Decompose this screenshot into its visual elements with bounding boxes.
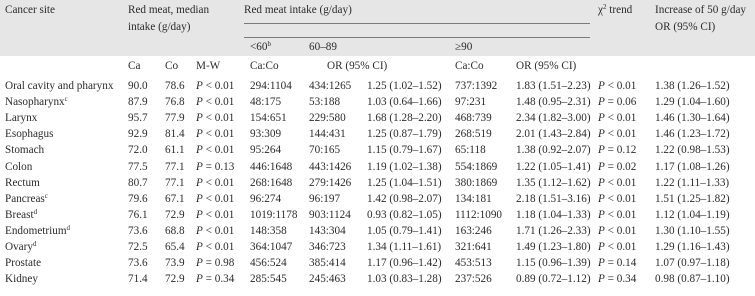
cell-caco-ge90: 134:181: [455, 192, 492, 205]
cell-or-60-89: 1.25 (1.04–1.51): [367, 176, 442, 189]
cell-lt60: 294:1104: [250, 80, 292, 92]
cell-trend: P = 0.14: [598, 257, 637, 270]
header-or-2: OR (95% CI): [516, 60, 577, 72]
cell-trend: P = 0.12: [598, 144, 637, 157]
cell-or-ge90: 1.38 (0.92–2.07): [516, 144, 591, 157]
cell-or-ge90: 0.89 (0.72–1.12): [516, 273, 591, 286]
cell-caco-60-89: 279:1426: [309, 176, 352, 189]
cell-site: Esophagus: [5, 128, 54, 141]
cell-site: Oral cavity and pharynx: [5, 80, 114, 92]
cell-caco-ge90: 468:739: [455, 112, 492, 125]
cell-trend: P < 0.01: [598, 80, 637, 92]
cell-increase: 1.12 (1.04–1.19): [655, 208, 730, 221]
cell-caco-ge90: 237:526: [455, 273, 492, 286]
cell-lt60: 154:651: [250, 112, 287, 125]
cell-or-60-89: 1.05 (0.79–1.41): [367, 224, 442, 237]
cell-trend: P = 0.02: [598, 160, 637, 173]
cell-site: Pancreas$^c$: [5, 191, 48, 205]
cell-caco-ge90: 554:1869: [455, 160, 498, 173]
cell-co: 61.1: [165, 144, 185, 157]
table-row: [0, 224, 755, 239]
cell-lt60: 48:175: [250, 96, 282, 109]
cell-or-ge90: 1.22 (1.05–1.41): [516, 160, 591, 173]
cell-ca: 79.6: [128, 192, 148, 205]
cell-or-ge90: 1.71 (1.26–2.33): [516, 224, 591, 237]
cell-ca: 76.1: [128, 208, 148, 221]
cell-trend: P < 0.01: [598, 176, 637, 189]
cell-ca: 80.7: [128, 176, 148, 189]
cell-trend: P < 0.01: [598, 208, 637, 221]
header-ca: Ca: [128, 60, 141, 72]
cell-site: Nasopharynx$^c$: [5, 95, 68, 109]
cell-or-60-89: 1.15 (0.79–1.67): [367, 144, 442, 157]
cell-caco-60-89: 143:304: [309, 224, 346, 237]
cell-caco-60-89: 70:165: [309, 144, 341, 157]
cell-co: 77.9: [165, 112, 185, 125]
cell-caco-ge90: 65:118: [455, 144, 486, 157]
cell-ca: 87.9: [128, 96, 148, 109]
cell-mw: P < 0.01: [196, 144, 235, 157]
cell-mw: P < 0.01: [196, 192, 235, 205]
cell-mw: P = 0.98: [196, 257, 235, 270]
cell-or-ge90: 1.48 (0.95–2.31): [516, 96, 591, 109]
table-row: [0, 272, 755, 287]
header-caco-2: Ca:Co: [455, 60, 484, 72]
cell-trend: P < 0.01: [598, 224, 637, 237]
cell-caco-60-89: 434:1265: [309, 80, 352, 92]
cell-or-ge90: 1.83 (1.51–2.23): [516, 80, 591, 92]
cell-or-ge90: 2.01 (1.43–2.84): [516, 128, 591, 141]
cell-caco-ge90: 97:231: [455, 96, 487, 109]
cell-increase: 1.17 (1.08–1.26): [655, 160, 730, 173]
cell-ca: 72.5: [128, 241, 148, 253]
table-row: [0, 256, 755, 271]
cell-increase: 1.38 (1.26–1.52): [655, 80, 730, 92]
cell-ca: 95.7: [128, 112, 148, 125]
cell-caco-ge90: 453:513: [455, 257, 492, 270]
cell-mw: P < 0.01: [196, 96, 235, 109]
cell-or-60-89: 1.03 (0.83–1.28): [367, 273, 442, 286]
cell-lt60: 446:1648: [250, 160, 293, 173]
table-row: [0, 143, 755, 158]
cell-ca: 77.5: [128, 160, 148, 173]
cell-site: Rectum: [5, 176, 40, 189]
cell-mw: P = 0.13: [196, 160, 235, 173]
cell-lt60: 268:1648: [250, 176, 293, 189]
header-cancer-site: Cancer site: [5, 4, 56, 16]
cell-mw: P = 0.34: [196, 273, 235, 286]
cell-increase: 1.29 (1.16–1.43): [655, 241, 730, 253]
table-row: [0, 176, 755, 191]
cell-co: 67.1: [165, 192, 185, 205]
cell-lt60: 364:1047: [250, 241, 293, 253]
header-caco-1: Ca:Co: [250, 60, 279, 72]
cell-co: 76.8: [165, 96, 185, 109]
cell-increase: 1.46 (1.30–1.64): [655, 112, 730, 125]
header-mw: M-W: [196, 60, 221, 72]
table-row: [0, 192, 755, 207]
cell-lt60: 456:524: [250, 257, 287, 270]
header-or-1: OR (95% CI): [327, 60, 388, 72]
cell-co: 73.9: [165, 257, 185, 270]
cell-co: 72.9: [165, 208, 185, 221]
cell-lt60: 285:545: [250, 273, 287, 286]
cell-or-60-89: 1.42 (0.98–2.07): [367, 192, 442, 205]
cell-increase: 0.98 (0.87–1.10): [655, 273, 730, 286]
cell-co: 72.9: [165, 273, 185, 286]
cell-co: 68.8: [165, 224, 185, 237]
header-increase-line2: OR (95% CI): [655, 21, 716, 33]
table-row: [0, 208, 755, 223]
cell-ca: 73.6: [128, 224, 148, 237]
table-row: [0, 79, 755, 94]
cell-increase: 1.30 (1.10–1.55): [655, 224, 730, 237]
cell-lt60: 148:358: [250, 224, 287, 237]
cell-site: Larynx: [5, 112, 38, 125]
cell-caco-60-89: 903:1124: [309, 208, 351, 221]
cell-mw: P < 0.01: [196, 176, 235, 189]
header-median-intake-line2: intake (g/day): [128, 21, 191, 33]
cell-trend: P < 0.01: [598, 241, 637, 253]
cell-mw: P < 0.01: [196, 208, 235, 221]
cell-trend: P = 0.34: [598, 273, 637, 286]
cell-or-60-89: 1.68 (1.28–2.20): [367, 112, 442, 125]
cell-lt60: 96:274: [250, 192, 282, 205]
table-row: [0, 111, 755, 126]
cell-increase: 1.46 (1.23–1.72): [655, 128, 730, 141]
cell-or-60-89: 0.93 (0.82–1.05): [367, 208, 442, 221]
header-co: Co: [165, 60, 179, 72]
header-lt60: $<60^b$: [250, 40, 271, 53]
cell-mw: P < 0.01: [196, 80, 235, 92]
cell-site: Prostate: [5, 257, 42, 270]
cell-co: 78.6: [165, 80, 185, 92]
cell-increase: 1.07 (0.97–1.18): [655, 257, 730, 270]
cell-increase: 1.22 (0.98–1.53): [655, 144, 730, 157]
cell-co: 77.1: [165, 160, 185, 173]
cell-lt60: 95:264: [250, 144, 282, 157]
cell-site: Kidney: [5, 273, 38, 286]
cell-or-ge90: 2.34 (1.82–3.00): [516, 112, 591, 125]
cell-caco-ge90: 268:519: [455, 128, 492, 141]
cell-increase: 1.29 (1.04–1.60): [655, 96, 730, 109]
cell-ca: 73.6: [128, 257, 148, 270]
cell-ca: 72.0: [128, 144, 148, 157]
cell-co: 77.1: [165, 176, 185, 189]
cell-mw: P < 0.01: [196, 128, 235, 141]
cell-site: Endometrium$^d$: [5, 223, 71, 237]
header-increase-line1: Increase of 50 g/day: [655, 4, 747, 16]
cell-caco-60-89: 144:431: [309, 128, 346, 141]
cell-caco-60-89: 53:188: [309, 96, 341, 109]
cell-increase: 1.51 (1.25–1.82): [655, 192, 730, 205]
table-header: [0, 0, 755, 56]
cell-mw: P < 0.01: [196, 112, 235, 125]
header-chi-trend: $\chi^2$ trend: [598, 3, 633, 16]
cell-mw: P < 0.01: [196, 224, 235, 237]
cell-or-ge90: 1.35 (1.12–1.62): [516, 176, 591, 189]
cell-co: 65.4: [165, 241, 185, 253]
cell-caco-ge90: 163:246: [455, 224, 492, 237]
cell-increase: 1.22 (1.11–1.33): [655, 176, 730, 189]
cell-or-ge90: 2.18 (1.51–3.16): [516, 192, 591, 205]
cell-ca: 71.4: [128, 273, 148, 286]
table-row: [0, 95, 755, 110]
cell-or-60-89: 1.17 (0.96–1.42): [367, 257, 442, 270]
cell-ca: 92.9: [128, 128, 148, 141]
cell-trend: P < 0.01: [598, 112, 637, 125]
cell-or-60-89: 1.25 (0.87–1.79): [367, 128, 442, 141]
cell-or-ge90: 1.15 (0.96–1.39): [516, 257, 591, 270]
cell-or-ge90: 1.49 (1.23–1.80): [516, 241, 591, 253]
cell-caco-60-89: 385:414: [309, 257, 346, 270]
cell-site: Breast$^d$: [5, 207, 38, 221]
cell-co: 81.4: [165, 128, 185, 141]
cell-site: Colon: [5, 160, 33, 173]
cell-caco-60-89: 96:197: [309, 192, 341, 205]
cell-or-ge90: 1.18 (1.04–1.33): [516, 208, 591, 221]
header-60-89: 60–89: [309, 41, 337, 53]
cell-caco-ge90: 321:641: [455, 241, 492, 253]
cell-caco-60-89: 229:580: [309, 112, 346, 125]
header-ge90: ≥90: [455, 41, 473, 53]
cell-caco-60-89: 443:1426: [309, 160, 352, 173]
table-row: [0, 240, 755, 255]
spanner-rule-lower: [244, 37, 590, 38]
header-red-meat-intake: Red meat intake (g/day): [244, 4, 352, 16]
cell-or-60-89: 1.19 (1.02–1.38): [367, 160, 442, 173]
cell-trend: P = 0.06: [598, 96, 637, 109]
cell-mw: P < 0.01: [196, 241, 235, 253]
cell-site: Ovary$^d$: [5, 240, 37, 253]
cell-or-60-89: 1.25 (1.02–1.52): [367, 80, 442, 92]
table-row: [0, 127, 755, 142]
cell-caco-60-89: 346:723: [309, 241, 346, 253]
cell-lt60: 93:309: [250, 128, 282, 141]
cell-trend: P < 0.01: [598, 192, 637, 205]
table-row: [0, 160, 755, 175]
spanner-rule: [244, 23, 590, 24]
cell-or-60-89: 1.34 (1.11–1.61): [367, 241, 442, 253]
cell-caco-60-89: 245:463: [309, 273, 346, 286]
cell-lt60: 1019:1178: [250, 208, 298, 221]
cell-caco-ge90: 1112:1090: [455, 208, 503, 221]
header-median-intake-line1: Red meat, median: [128, 4, 210, 16]
cell-or-60-89: 1.03 (0.64–1.66): [367, 96, 442, 109]
cell-ca: 90.0: [128, 80, 148, 92]
cell-caco-ge90: 737:1392: [455, 80, 498, 92]
cell-caco-ge90: 380:1869: [455, 176, 498, 189]
cell-site: Stomach: [5, 144, 45, 157]
cell-trend: P < 0.01: [598, 128, 637, 141]
